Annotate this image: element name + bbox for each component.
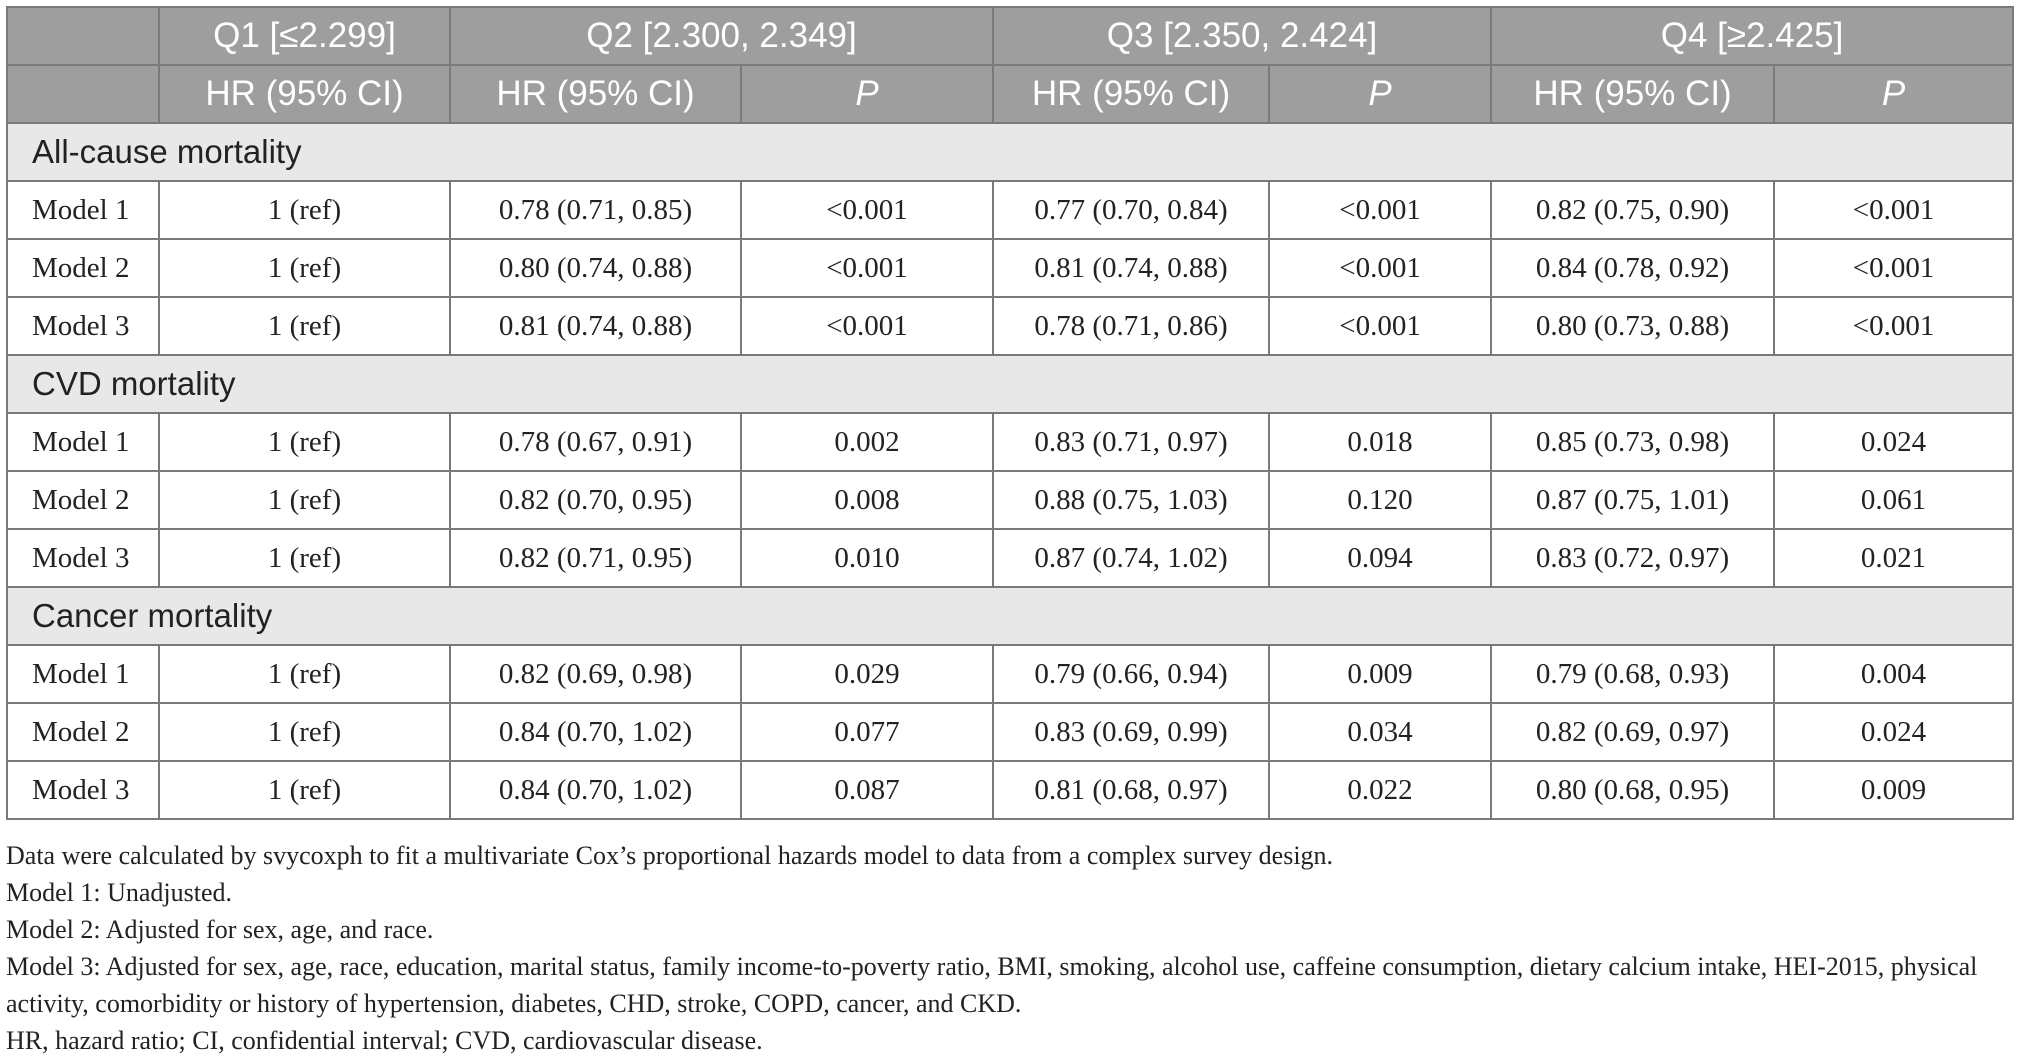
q2-p-cell: 0.010 [741,529,993,587]
q3-p-cell: 0.018 [1269,413,1491,471]
q3-p-cell: <0.001 [1269,297,1491,355]
q4-hr-cell: 0.84 (0.78, 0.92) [1491,239,1774,297]
section-title-all-cause: All-cause mortality [7,123,2013,181]
table-row [7,471,2013,529]
section-header-row [7,123,2013,181]
q4-p-cell: 0.009 [1774,761,2013,819]
table-row [7,239,2013,297]
model-label: Model 1 [7,645,159,703]
q2-p-cell: 0.002 [741,413,993,471]
table-row [7,703,2013,761]
model-label: Model 3 [7,529,159,587]
header-blank [7,7,159,65]
q4-hr-cell: 0.87 (0.75, 1.01) [1491,471,1774,529]
model-label: Model 3 [7,297,159,355]
q3-p-cell: <0.001 [1269,239,1491,297]
q3-hr-cell: 0.81 (0.68, 0.97) [993,761,1269,819]
q1-hr-cell: 1 (ref) [159,529,450,587]
table-header [7,7,2013,123]
q3-hr-cell: 0.88 (0.75, 1.03) [993,471,1269,529]
q4-p-cell: 0.024 [1774,413,2013,471]
subheader-q4-p: P [1774,65,2013,123]
section-title-cvd: CVD mortality [7,355,2013,413]
header-q2: Q2 [2.300, 2.349] [450,7,993,65]
q3-hr-cell: 0.77 (0.70, 0.84) [993,181,1269,239]
section-header-row [7,587,2013,645]
subheader-q4-hr: HR (95% CI) [1491,65,1774,123]
q4-hr-cell: 0.80 (0.73, 0.88) [1491,297,1774,355]
q4-hr-cell: 0.85 (0.73, 0.98) [1491,413,1774,471]
q1-hr-cell: 1 (ref) [159,761,450,819]
table-body [7,123,2013,819]
q2-hr-cell: 0.81 (0.74, 0.88) [450,297,741,355]
q2-p-cell: 0.087 [741,761,993,819]
footnote-method: Data were calculated by svycoxph to fit a multivariate Cox’s proportional hazards model to data from a complex survey design. [6,841,1334,870]
q1-hr-cell: 1 (ref) [159,703,450,761]
subheader-q2-hr: HR (95% CI) [450,65,741,123]
q2-hr-cell: 0.82 (0.70, 0.95) [450,471,741,529]
footnote-model-1: Model 1: Unadjusted. [6,878,233,907]
q4-p-cell: <0.001 [1774,297,2013,355]
q3-hr-cell: 0.81 (0.74, 0.88) [993,239,1269,297]
subheader-q3-p: P [1269,65,1491,123]
q4-p-cell: 0.024 [1774,703,2013,761]
q2-hr-cell: 0.82 (0.69, 0.98) [450,645,741,703]
model-label: Model 2 [7,703,159,761]
model-label: Model 1 [7,181,159,239]
q1-hr-cell: 1 (ref) [159,239,450,297]
table-row [7,645,2013,703]
model-label: Model 2 [7,471,159,529]
table-row [7,297,2013,355]
q2-hr-cell: 0.84 (0.70, 1.02) [450,761,741,819]
q1-hr-cell: 1 (ref) [159,413,450,471]
q2-hr-cell: 0.80 (0.74, 0.88) [450,239,741,297]
q3-p-cell: 0.022 [1269,761,1491,819]
results-table-container [6,6,2012,820]
subheader-q1-hr: HR (95% CI) [159,65,450,123]
header-q1: Q1 [≤2.299] [159,7,450,65]
section-header-row [7,355,2013,413]
q2-p-cell: <0.001 [741,239,993,297]
q2-p-cell: <0.001 [741,297,993,355]
header-q3: Q3 [2.350, 2.424] [993,7,1491,65]
subheader-blank [7,65,159,123]
q2-hr-cell: 0.78 (0.71, 0.85) [450,181,741,239]
q3-p-cell: 0.034 [1269,703,1491,761]
subheader-q2-p: P [741,65,993,123]
q3-hr-cell: 0.79 (0.66, 0.94) [993,645,1269,703]
q3-p-cell: 0.120 [1269,471,1491,529]
q3-p-cell: 0.094 [1269,529,1491,587]
q4-hr-cell: 0.82 (0.69, 0.97) [1491,703,1774,761]
subheader-q3-hr: HR (95% CI) [993,65,1269,123]
model-label: Model 1 [7,413,159,471]
q1-hr-cell: 1 (ref) [159,645,450,703]
q1-hr-cell: 1 (ref) [159,297,450,355]
q3-hr-cell: 0.83 (0.71, 0.97) [993,413,1269,471]
q3-hr-cell: 0.83 (0.69, 0.99) [993,703,1269,761]
q4-hr-cell: 0.79 (0.68, 0.93) [1491,645,1774,703]
q3-hr-cell: 0.87 (0.74, 1.02) [993,529,1269,587]
table-row [7,761,2013,819]
q4-p-cell: 0.061 [1774,471,2013,529]
q2-hr-cell: 0.84 (0.70, 1.02) [450,703,741,761]
footnote-abbreviations: HR, hazard ratio; CI, confidential interval; CVD, cardiovascular disease. [6,1026,763,1055]
q1-hr-cell: 1 (ref) [159,471,450,529]
q4-p-cell: <0.001 [1774,239,2013,297]
model-label: Model 2 [7,239,159,297]
q2-p-cell: 0.077 [741,703,993,761]
q3-p-cell: 0.009 [1269,645,1491,703]
q4-hr-cell: 0.80 (0.68, 0.95) [1491,761,1774,819]
table-row [7,529,2013,587]
table-footnotes [6,837,2012,1059]
q1-hr-cell: 1 (ref) [159,181,450,239]
footnote-model-3: Model 3: Adjusted for sex, age, race, education, marital status, family income-to-poverty ratio, BMI, smoking, alcohol use, caffeine consumption, dietary calcium intake, HEI-2015, physical activity, comorbidity or history of hypertension, diabetes, CHD, stroke, COPD, cancer, and CKD. [6,952,1978,1018]
q2-hr-cell: 0.82 (0.71, 0.95) [450,529,741,587]
table-row [7,181,2013,239]
q4-hr-cell: 0.83 (0.72, 0.97) [1491,529,1774,587]
q4-hr-cell: 0.82 (0.75, 0.90) [1491,181,1774,239]
q2-p-cell: <0.001 [741,181,993,239]
section-title-cancer: Cancer mortality [7,587,2013,645]
q3-p-cell: <0.001 [1269,181,1491,239]
model-label: Model 3 [7,761,159,819]
q2-p-cell: 0.029 [741,645,993,703]
table-row [7,413,2013,471]
q4-p-cell: 0.004 [1774,645,2013,703]
q2-p-cell: 0.008 [741,471,993,529]
q2-hr-cell: 0.78 (0.67, 0.91) [450,413,741,471]
q4-p-cell: <0.001 [1774,181,2013,239]
hazard-ratio-table [6,6,2014,820]
q4-p-cell: 0.021 [1774,529,2013,587]
q3-hr-cell: 0.78 (0.71, 0.86) [993,297,1269,355]
header-q4: Q4 [≥2.425] [1491,7,2013,65]
footnote-model-2: Model 2: Adjusted for sex, age, and race. [6,915,434,944]
